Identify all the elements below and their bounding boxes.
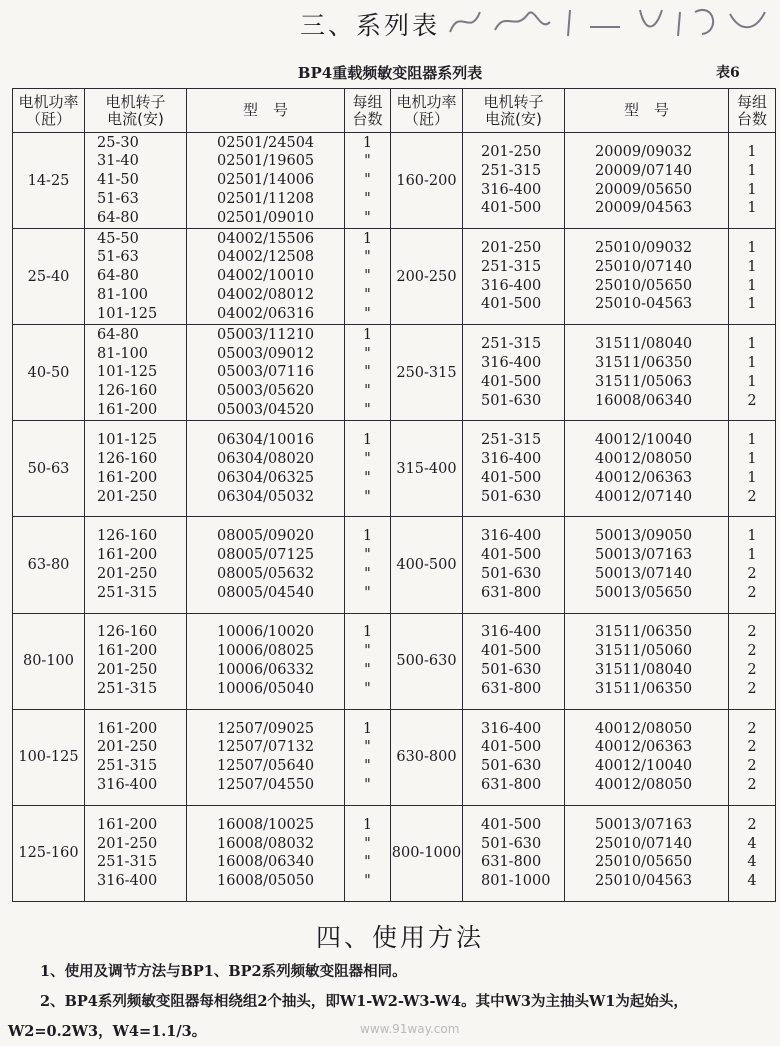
left-model-cell-line: 04002/15506 [217, 230, 315, 247]
header-count-right: 每组 台数 [729, 89, 776, 133]
right-count-cell-line: 1 [747, 373, 757, 390]
left-current-cell-line: 126-160 [97, 451, 158, 468]
right-count-cell [729, 325, 776, 421]
right-model-cell-line: 50013/07163 [595, 547, 693, 564]
left-current-cell-line: 101-125 [97, 305, 158, 322]
left-current-cell-line: 31-40 [97, 153, 139, 170]
left-count-cell-line: " [364, 305, 371, 322]
right-power-cell: 630-800 [391, 709, 463, 805]
left-count-cell [345, 805, 391, 901]
right-model-cell [565, 709, 729, 805]
right-current-cell-line: 631-800 [481, 776, 542, 793]
left-current-cell-line: 64-80 [97, 268, 139, 285]
right-power-cell: 250-315 [391, 325, 463, 421]
left-model-cell-line: 04002/06316 [217, 305, 315, 322]
usage-paragraph-3: W2=0.2W3，W4=1.1/3。 [8, 1023, 207, 1040]
section-title-series: 三、系列表 [299, 11, 440, 40]
right-model-cell [565, 613, 729, 709]
left-model-cell-line: 02501/19605 [217, 153, 315, 170]
right-current-cell-line: 316-400 [481, 451, 542, 468]
left-count-cell [345, 325, 391, 421]
left-current-cell-line: 161-200 [97, 720, 158, 737]
left-power-cell: 100-125 [13, 709, 85, 805]
table-row [13, 805, 776, 853]
left-count-cell-line: 1 [362, 230, 373, 247]
left-count-cell-line: 1 [362, 528, 373, 545]
left-count-cell-line: " [364, 172, 371, 189]
left-model-cell [187, 613, 345, 709]
left-current-cell-line: 316-400 [97, 776, 158, 793]
left-count-cell [345, 229, 391, 325]
right-current-cell-line: 401-500 [481, 547, 542, 564]
left-model-cell-line: 08005/05632 [217, 565, 315, 582]
right-power-cell: 800-1000 [391, 805, 463, 901]
right-count-cell-line: 1 [747, 200, 757, 217]
right-model-cell [565, 421, 729, 517]
left-power-cell: 14-25 [13, 133, 85, 229]
left-current-cell-line: 251-315 [97, 854, 158, 871]
left-count-cell-line: 1 [362, 432, 373, 449]
right-count-cell-line: 2 [747, 584, 757, 601]
right-current-cell [463, 709, 565, 805]
right-count-cell-line: 2 [747, 776, 757, 793]
right-power-cell: 160-200 [391, 133, 463, 229]
right-model-cell-line: 40012/10040 [595, 432, 693, 449]
right-model-cell-line: 31511/08040 [595, 336, 693, 353]
left-current-cell-line: 161-200 [97, 547, 158, 564]
left-current-cell-line: 251-315 [97, 584, 158, 601]
right-current-cell-line: 401-500 [481, 200, 542, 217]
left-current-cell-line: 126-160 [97, 528, 158, 545]
right-current-cell [463, 421, 565, 517]
left-power-cell: 50-63 [13, 421, 85, 517]
left-count-cell-line: " [364, 451, 371, 468]
right-model-cell [565, 325, 729, 421]
left-model-cell [187, 325, 345, 421]
header-count-left: 每组 台数 [345, 89, 391, 133]
right-count-cell-line: 1 [747, 432, 757, 449]
right-current-cell-line: 201-250 [481, 144, 542, 160]
left-model-cell [187, 805, 345, 901]
right-model-cell [565, 517, 729, 613]
table-row [13, 133, 776, 181]
right-count-cell-line: 2 [747, 643, 757, 660]
left-current-cell-line: 51-63 [97, 249, 139, 266]
right-power-cell: 400-500 [391, 517, 463, 613]
left-model-cell-line: 06304/05032 [217, 488, 315, 505]
left-current-cell-line: 201-250 [97, 565, 158, 582]
left-model-cell-line: 16008/08032 [217, 835, 315, 852]
left-current-cell-line: 161-200 [97, 469, 158, 486]
left-count-cell-line: " [364, 776, 371, 793]
header-power-left: 电机功率 （瓩） [13, 89, 85, 133]
left-power-cell: 125-160 [13, 805, 85, 901]
left-model-cell-line: 10006/10020 [217, 624, 315, 641]
left-current-cell-line: 161-200 [97, 643, 158, 660]
right-model-cell-line: 31511/08040 [595, 662, 693, 679]
left-model-cell-line: 02501/09010 [217, 209, 315, 226]
right-count-cell-line: 2 [747, 680, 757, 697]
left-model-cell [187, 517, 345, 613]
right-current-cell-line: 401-500 [481, 739, 542, 756]
right-count-cell-line: 2 [747, 488, 757, 505]
right-count-cell-line: 1 [747, 528, 757, 545]
right-count-cell-line: 2 [747, 758, 757, 775]
right-count-cell [729, 133, 776, 229]
left-count-cell-line: " [364, 873, 371, 890]
left-model-cell-line: 04002/12508 [217, 249, 315, 266]
watermark: www.91way.com [360, 1022, 460, 1036]
table-row [13, 229, 776, 277]
right-power-cell: 500-630 [391, 613, 463, 709]
right-count-cell-line: 2 [747, 662, 757, 679]
right-power-cell: 200-250 [391, 229, 463, 325]
right-count-cell [729, 229, 776, 325]
left-model-cell-line: 08005/09020 [217, 528, 315, 545]
left-count-cell [345, 133, 391, 229]
left-model-cell-line: 12507/04550 [217, 776, 315, 793]
table-row [13, 709, 776, 757]
left-power-cell: 80-100 [13, 613, 85, 709]
left-model-cell-line: 06304/08020 [217, 451, 315, 468]
right-current-cell-line: 316-400 [481, 354, 542, 371]
right-count-cell [729, 709, 776, 805]
usage-paragraph-2: 2、BP4系列频敏变阻器每相绕组2个抽头，即W1-W2-W3-W4。其中W3为主抽头W1为起始头， [40, 993, 688, 1010]
left-current-cell-line: 201-250 [97, 662, 158, 679]
left-current-cell-line: 251-315 [97, 758, 158, 775]
right-count-cell-line: 4 [747, 873, 757, 890]
left-current-cell [85, 805, 187, 901]
left-model-cell-line: 10006/06332 [217, 662, 315, 679]
right-model-cell-line: 20009/07140 [595, 162, 693, 179]
left-count-cell-line: " [364, 469, 371, 486]
left-model-cell-line: 05003/11210 [217, 326, 315, 343]
right-model-cell-line: 40012/06363 [595, 469, 693, 486]
right-model-cell-line: 50013/07163 [595, 816, 693, 833]
right-count-cell-line: 1 [747, 240, 757, 257]
right-current-cell-line: 501-630 [481, 835, 542, 852]
right-model-cell [565, 229, 729, 325]
left-model-cell-line: 12507/09025 [217, 720, 315, 737]
right-count-cell [729, 421, 776, 517]
left-count-cell [345, 709, 391, 805]
right-model-cell-line: 25010/07140 [595, 258, 693, 275]
right-model-cell-line: 40012/08050 [595, 776, 693, 793]
left-current-cell-line: 64-80 [97, 209, 139, 226]
right-current-cell-line: 631-800 [481, 854, 542, 871]
right-current-cell-line: 251-315 [481, 258, 542, 275]
right-current-cell-line: 801-1000 [481, 873, 551, 890]
left-count-cell [345, 613, 391, 709]
right-count-cell [729, 517, 776, 613]
left-model-cell-line: 04002/10010 [217, 268, 315, 285]
right-model-cell-line: 20009/09032 [595, 144, 693, 160]
right-count-cell-line: 2 [747, 816, 757, 833]
right-count-cell-line: 2 [747, 392, 757, 409]
left-current-cell-line: 101-125 [97, 432, 158, 449]
left-current-cell [85, 421, 187, 517]
left-count-cell-line: " [364, 209, 371, 226]
header-current-right: 电机转子 电流(安) [463, 89, 565, 133]
right-count-cell [729, 613, 776, 709]
left-current-cell-line: 41-50 [97, 172, 139, 189]
left-current-cell-line: 201-250 [97, 739, 158, 756]
right-count-cell-line: 1 [747, 547, 757, 564]
left-current-cell-line: 201-250 [97, 488, 158, 505]
table-row [13, 613, 776, 661]
left-model-cell-line: 08005/07125 [217, 547, 315, 564]
right-current-cell [463, 805, 565, 901]
left-model-cell [187, 421, 345, 517]
left-count-cell-line: " [364, 643, 371, 660]
right-count-cell-line: 4 [747, 835, 757, 852]
right-current-cell-line: 401-500 [481, 816, 542, 833]
left-count-cell-line: " [364, 190, 371, 207]
left-count-cell-line: " [364, 854, 371, 871]
left-current-cell-line: 316-400 [97, 873, 158, 890]
left-count-cell [345, 421, 391, 517]
left-model-cell [187, 709, 345, 805]
right-count-cell-line: 2 [747, 739, 757, 756]
left-model-cell-line: 04002/08012 [217, 287, 315, 304]
left-current-cell [85, 709, 187, 805]
right-count-cell-line: 2 [747, 565, 757, 582]
left-count-cell-line: " [364, 153, 371, 170]
right-model-cell [565, 805, 729, 901]
left-count-cell-line: " [364, 584, 371, 601]
table-row [13, 517, 776, 565]
header-model-right: 型 号 [565, 89, 729, 133]
right-current-cell [463, 325, 565, 421]
left-power-cell: 40-50 [13, 325, 85, 421]
left-power-cell: 25-40 [13, 229, 85, 325]
left-count-cell-line: 1 [362, 720, 373, 737]
right-model-cell-line: 25010/07140 [595, 835, 693, 852]
left-count-cell-line: " [364, 835, 371, 852]
right-count-cell-line: 4 [747, 854, 757, 871]
right-count-cell-line: 1 [747, 162, 757, 179]
left-count-cell-line: 1 [362, 816, 373, 833]
left-power-cell: 63-80 [13, 517, 85, 613]
left-model-cell-line: 12507/05640 [217, 758, 315, 775]
right-count-cell-line: 1 [747, 469, 757, 486]
right-model-cell-line: 20009/05650 [595, 181, 693, 198]
right-count-cell-line: 1 [747, 277, 757, 294]
right-model-cell-line: 25010/09032 [595, 240, 693, 257]
left-current-cell-line: 45-50 [97, 230, 139, 247]
right-count-cell-line: 1 [747, 181, 757, 198]
right-count-cell-line: 2 [747, 720, 757, 737]
right-current-cell-line: 501-630 [481, 565, 542, 582]
left-model-cell-line: 05003/07116 [217, 364, 315, 381]
right-current-cell-line: 401-500 [481, 296, 542, 313]
left-current-cell [85, 325, 187, 421]
right-model-cell-line: 40012/08050 [595, 451, 693, 468]
left-model-cell-line: 06304/06325 [217, 469, 315, 486]
right-current-cell-line: 251-315 [481, 162, 542, 179]
left-count-cell-line: " [364, 488, 371, 505]
left-model-cell-line: 02501/14006 [217, 172, 315, 189]
left-current-cell-line: 126-160 [97, 624, 158, 641]
table-row [13, 325, 776, 373]
left-model-cell-line: 10006/08025 [217, 643, 315, 660]
right-current-cell-line: 501-630 [481, 758, 542, 775]
right-current-cell-line: 631-800 [481, 584, 542, 601]
right-count-cell-line: 1 [747, 144, 757, 160]
table-number: 表6 [716, 65, 740, 81]
left-count-cell-line: 1 [362, 134, 373, 151]
left-count-cell-line: " [364, 680, 371, 697]
right-model-cell-line: 40012/08050 [595, 720, 693, 737]
right-model-cell-line: 40012/07140 [595, 488, 693, 505]
right-current-cell-line: 401-500 [481, 373, 542, 390]
section-title-usage: 四、使用方法 [315, 923, 484, 952]
left-count-cell-line: " [364, 565, 371, 582]
right-model-cell-line: 20009/04563 [595, 200, 693, 217]
right-count-cell-line: 1 [747, 354, 757, 371]
left-model-cell-line: 16008/06340 [217, 854, 315, 871]
right-current-cell-line: 316-400 [481, 528, 542, 545]
right-count-cell [729, 805, 776, 901]
left-count-cell-line: " [364, 345, 371, 362]
left-current-cell-line: 64-80 [97, 326, 139, 343]
left-model-cell-line: 06304/10016 [217, 432, 315, 449]
right-model-cell-line: 25010/05650 [595, 854, 693, 871]
header-current-left: 电机转子 电流(安) [85, 89, 187, 133]
left-model-cell-line: 16008/05050 [217, 873, 315, 890]
left-model-cell-line: 02501/11208 [217, 190, 315, 207]
header-row [13, 89, 776, 133]
right-model-cell-line: 31511/06350 [595, 354, 693, 371]
left-current-cell [85, 517, 187, 613]
header-power-right: 电机功率 （瓩） [391, 89, 463, 133]
right-model-cell-line: 31511/05063 [595, 373, 693, 390]
header-model-left: 型 号 [187, 89, 345, 133]
right-model-cell-line: 25010/04563 [595, 873, 693, 890]
left-model-cell-line: 12507/07132 [217, 739, 315, 756]
left-count-cell [345, 517, 391, 613]
left-count-cell-line: " [364, 662, 371, 679]
left-count-cell-line: " [364, 268, 371, 285]
right-current-cell-line: 316-400 [481, 277, 542, 294]
left-count-cell-line: " [364, 758, 371, 775]
right-current-cell-line: 501-630 [481, 392, 542, 409]
left-count-cell-line: " [364, 547, 371, 564]
left-current-cell-line: 201-250 [97, 835, 158, 852]
right-count-cell-line: 1 [747, 451, 757, 468]
right-model-cell-line: 50013/05650 [595, 584, 693, 601]
right-current-cell-line: 631-800 [481, 680, 542, 697]
left-current-cell-line: 81-100 [97, 345, 149, 362]
right-model-cell-line: 40012/10040 [595, 758, 693, 775]
left-current-cell-line: 51-63 [97, 190, 139, 207]
left-count-cell-line: 1 [362, 326, 373, 343]
right-current-cell [463, 229, 565, 325]
left-model-cell-line: 05003/05620 [217, 383, 315, 400]
right-current-cell-line: 401-500 [481, 469, 542, 486]
left-current-cell [85, 133, 187, 229]
right-model-cell-line: 31511/05060 [595, 643, 693, 660]
left-current-cell-line: 101-125 [97, 364, 158, 381]
left-count-cell-line: " [364, 383, 371, 400]
table-caption: BP4重载频敏变阻器系列表 [297, 64, 483, 82]
right-model-cell-line: 40012/06363 [595, 739, 693, 756]
left-count-cell-line: " [364, 249, 371, 266]
left-current-cell-line: 81-100 [97, 287, 149, 304]
right-current-cell-line: 201-250 [481, 240, 542, 257]
left-count-cell-line: " [364, 739, 371, 756]
series-table [12, 88, 776, 902]
right-model-cell [565, 133, 729, 229]
right-current-cell-line: 316-400 [481, 720, 542, 737]
right-model-cell-line: 50013/07140 [595, 565, 693, 582]
left-current-cell-line: 126-160 [97, 383, 158, 400]
left-model-cell [187, 229, 345, 325]
left-current-cell-line: 161-200 [97, 401, 158, 418]
right-current-cell-line: 501-630 [481, 488, 542, 505]
right-model-cell-line: 31511/06350 [595, 624, 693, 641]
right-model-cell-line: 25010/05650 [595, 277, 693, 294]
right-current-cell [463, 133, 565, 229]
left-current-cell-line: 25-30 [97, 134, 139, 151]
right-current-cell-line: 401-500 [481, 643, 542, 660]
left-model-cell-line: 05003/09012 [217, 345, 315, 362]
left-count-cell-line: " [364, 401, 371, 418]
left-count-cell-line: " [364, 364, 371, 381]
right-current-cell-line: 501-630 [481, 662, 542, 679]
left-count-cell-line: " [364, 287, 371, 304]
right-count-cell-line: 2 [747, 624, 757, 641]
left-model-cell-line: 02501/24504 [217, 134, 315, 151]
right-model-cell-line: 25010-04563 [595, 296, 693, 313]
usage-paragraph-1: 1、使用及调节方法与BP1、BP2系列频敏变阻器相同。 [40, 963, 407, 980]
left-current-cell [85, 613, 187, 709]
left-model-cell [187, 133, 345, 229]
left-model-cell-line: 08005/04540 [217, 584, 315, 601]
right-current-cell [463, 517, 565, 613]
left-model-cell-line: 10006/05040 [217, 680, 315, 697]
right-current-cell-line: 316-400 [481, 181, 542, 198]
right-current-cell-line: 251-315 [481, 336, 542, 353]
right-count-cell-line: 1 [747, 336, 757, 353]
right-model-cell-line: 31511/06350 [595, 680, 693, 697]
left-count-cell-line: 1 [362, 624, 373, 641]
right-current-cell [463, 613, 565, 709]
right-current-cell-line: 316-400 [481, 624, 542, 641]
left-current-cell [85, 229, 187, 325]
table-row [13, 421, 776, 469]
right-power-cell: 315-400 [391, 421, 463, 517]
right-count-cell-line: 1 [747, 258, 757, 275]
left-model-cell-line: 16008/10025 [217, 816, 315, 833]
right-model-cell-line: 16008/06340 [595, 392, 693, 409]
right-model-cell-line: 50013/09050 [595, 528, 693, 545]
left-current-cell-line: 251-315 [97, 680, 158, 697]
left-model-cell-line: 05003/04520 [217, 401, 315, 418]
right-count-cell-line: 1 [747, 296, 757, 313]
right-current-cell-line: 251-315 [481, 432, 542, 449]
left-current-cell-line: 161-200 [97, 816, 158, 833]
